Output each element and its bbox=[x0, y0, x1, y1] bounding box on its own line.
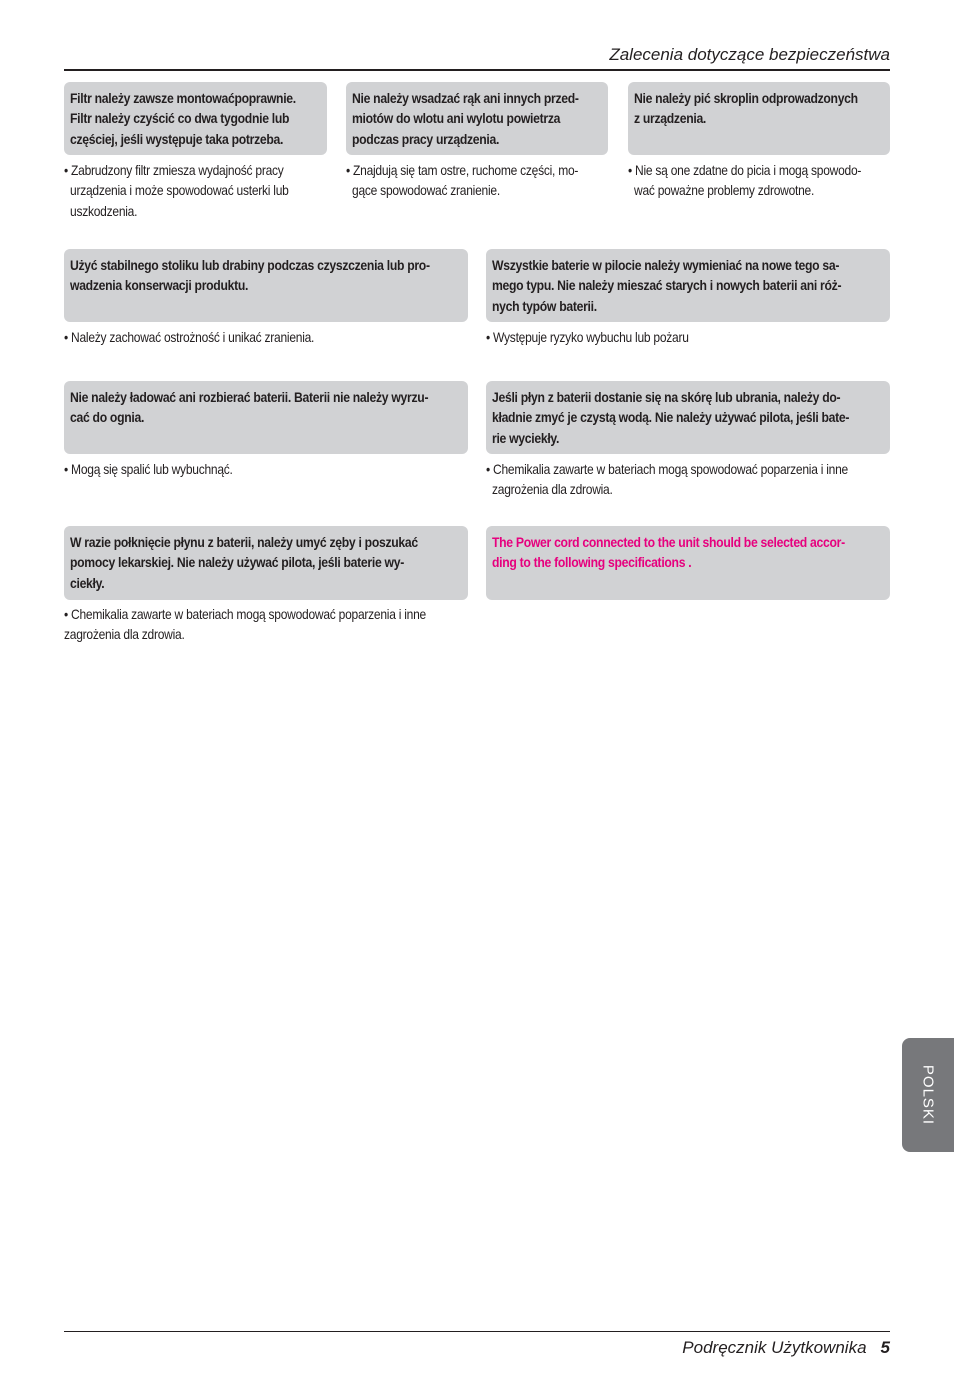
warning-line: cać do ognia. bbox=[70, 410, 145, 427]
warning-line: Jeśli płyn z baterii dostanie się na skórę lub ubrania, należy do- bbox=[492, 390, 841, 406]
note-filter bbox=[64, 160, 325, 221]
note-battery-leak-skin bbox=[486, 459, 907, 500]
note-battery-swallow bbox=[64, 604, 485, 645]
warning-box-filter bbox=[64, 82, 327, 155]
note-line: • Mogą się spalić lub wybuchnąć. bbox=[64, 461, 233, 477]
warning-line: częściej, jeśli występuje taka potrzeba. bbox=[70, 131, 284, 148]
warning-line: Nie należy pić skroplin odprowadzonych bbox=[634, 91, 858, 107]
footer-title: Podręcznik Użytkownika bbox=[682, 1338, 867, 1357]
page-header-title: Zalecenia dotyczące bezpieczeństwa bbox=[609, 45, 890, 64]
note-line: zagrożenia dla zdrowia. bbox=[64, 626, 185, 643]
note-line: • Nie są one zdatne do picia i mogą spowodo- bbox=[628, 162, 862, 178]
warning-line: The Power cord connected to the unit should be selected accor- bbox=[492, 535, 845, 551]
warning-line: rie wyciekły. bbox=[492, 430, 560, 447]
page-number: 5 bbox=[880, 1338, 890, 1357]
warning-line: z urządzenia. bbox=[634, 111, 707, 128]
language-tab-label: POLSKI bbox=[919, 1064, 937, 1126]
note-line: • Chemikalia zawarte w bateriach mogą spowodować poparzenia i inne bbox=[486, 461, 848, 477]
note-line: urządzenia i może spowodować usterki lub bbox=[70, 182, 289, 199]
warning-line: Użyć stabilnego stoliku lub drabiny podczas czyszczenia lub pro- bbox=[70, 258, 430, 274]
note-condensate bbox=[628, 160, 899, 201]
warning-line: Nie należy wsadzać rąk ani innych przed- bbox=[352, 91, 579, 107]
warning-box-ladder bbox=[64, 249, 468, 322]
warning-line: miotów do wlotu ani wylotu powietrza bbox=[352, 111, 561, 128]
note-line: zagrożenia dla zdrowia. bbox=[492, 481, 613, 498]
note-line: gące spowodować zranienie. bbox=[352, 182, 500, 199]
note-line: uszkodzenia. bbox=[70, 202, 138, 219]
warning-box-power-cord bbox=[486, 526, 890, 600]
warning-line: ding to the following specifications . bbox=[492, 555, 692, 572]
note-line: • Chemikalia zawarte w bateriach mogą spowodować poparzenia i inne bbox=[64, 606, 426, 622]
warning-box-condensate bbox=[628, 82, 890, 155]
warning-box-batteries-charge bbox=[64, 381, 468, 454]
warning-box-battery-leak-skin bbox=[486, 381, 890, 454]
note-line: wać poważne problemy zdrowotne. bbox=[634, 182, 815, 199]
note-hands bbox=[346, 160, 616, 201]
note-batteries-charge bbox=[64, 459, 260, 479]
warning-box-batteries-replace bbox=[486, 249, 890, 322]
warning-line: ciekły. bbox=[70, 575, 105, 592]
warning-line: Filtr należy zawsze montowaćpoprawnie. bbox=[70, 91, 296, 107]
note-batteries-replace bbox=[486, 327, 722, 347]
warning-line: Nie należy ładować ani rozbierać baterii. Baterii nie należy wyrzu- bbox=[70, 390, 429, 406]
note-line: • Zabrudzony filtr zmiesza wydajność pracy bbox=[64, 162, 284, 178]
warning-line: nych typów baterii. bbox=[492, 298, 597, 315]
warning-line: Wszystkie baterie w pilocie należy wymieniać na nowe tego sa- bbox=[492, 258, 840, 274]
warning-line: wadzenia konserwacji produktu. bbox=[70, 278, 249, 295]
warning-box-hands bbox=[346, 82, 608, 155]
warning-line: mego typu. Nie należy mieszać starych i nowych baterii ani róż- bbox=[492, 278, 842, 295]
warning-line: Filtr należy czyścić co dwa tygodnie lub bbox=[70, 111, 290, 128]
header-rule bbox=[64, 69, 890, 71]
footer-rule bbox=[64, 1331, 890, 1332]
note-ladder bbox=[64, 327, 355, 347]
page-footer bbox=[682, 1338, 890, 1358]
warning-line: podczas pracy urządzenia. bbox=[352, 131, 500, 148]
language-tab bbox=[902, 1038, 954, 1152]
note-line: • Należy zachować ostrożność i unikać zranienia. bbox=[64, 329, 315, 345]
note-line: • Znajdują się tam ostre, ruchome części, mo- bbox=[346, 162, 579, 178]
note-line: • Występuje ryzyko wybuchu lub pożaru bbox=[486, 329, 689, 345]
warning-line: kładnie zmyć je czystą wodą. Nie należy używać pilota, jeśli bate- bbox=[492, 410, 850, 427]
warning-line: W razie połknięcie płynu z baterii, należy umyć zęby i poszukać bbox=[70, 535, 418, 551]
warning-line: pomocy lekarskiej. Nie należy używać pilota, jeśli baterie wy- bbox=[70, 555, 404, 572]
warning-box-battery-swallow bbox=[64, 526, 468, 600]
